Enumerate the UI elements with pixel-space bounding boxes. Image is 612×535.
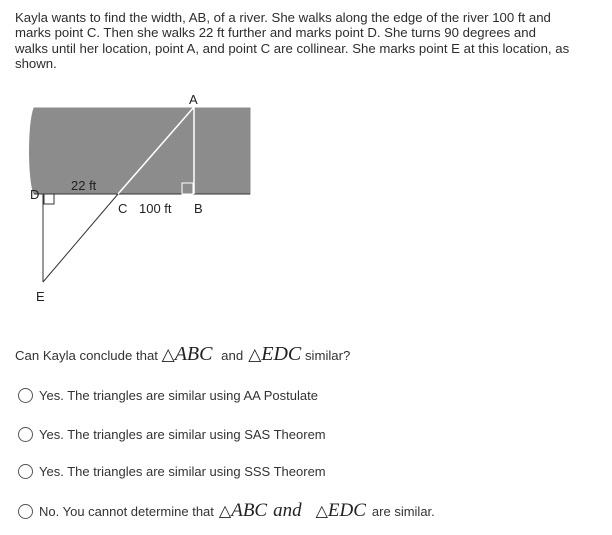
option-sss-theorem[interactable] <box>18 464 326 479</box>
label-a: A <box>189 92 198 107</box>
option-suffix[interactable]: are similar. <box>371 503 435 519</box>
radio-button[interactable] <box>18 504 33 519</box>
question-suffix: similar? <box>304 348 351 363</box>
triangle-icon: △ <box>315 501 328 520</box>
question-conj: and <box>221 348 244 363</box>
triangle-icon: △ <box>248 345 262 365</box>
triangle-edc-label: EDC <box>327 500 366 521</box>
option-cannot-determine[interactable] <box>18 500 435 522</box>
triangle-edc <box>316 500 366 522</box>
option-label[interactable]: Yes. The triangles are similar using AA Postulate <box>39 388 318 403</box>
problem-statement <box>15 10 595 71</box>
label-cb: 100 ft <box>139 201 172 216</box>
label-dc: 22 ft <box>71 178 97 193</box>
problem-line: marks point C. Then she walks 22 ft further and marks point D. She turns 90 degrees and <box>15 25 536 41</box>
label-e: E <box>36 289 45 304</box>
triangle-abc-label: ABC <box>174 343 213 365</box>
radio-button[interactable] <box>18 427 33 442</box>
label-d: D <box>30 187 40 202</box>
label-b: B <box>194 201 203 216</box>
segment-ce <box>43 194 118 282</box>
problem-line: shown. <box>15 55 57 71</box>
option-aa-postulate[interactable] <box>18 388 318 403</box>
option-sas-theorem[interactable] <box>18 427 326 442</box>
radio-button[interactable] <box>18 464 33 479</box>
option-label[interactable]: Yes. The triangles are similar using SAS Theorem <box>39 427 326 442</box>
triangle-abc <box>219 500 267 522</box>
problem-line: Kayla wants to find the width, AB, of a river. She walks along the edge of the river 100 ft and <box>15 10 551 25</box>
problem-line: walks until her location, point A, and point C are collinear. She marks point E at this location, as <box>15 40 570 56</box>
triangle-edc-label: EDC <box>261 343 302 365</box>
question-text <box>15 343 350 366</box>
option-conj: and <box>273 500 302 521</box>
label-c: C <box>118 201 128 216</box>
triangle-icon: △ <box>218 501 232 520</box>
river-diagram <box>26 84 256 314</box>
radio-button[interactable] <box>18 388 33 403</box>
option-label[interactable]: No. You cannot determine that <box>39 503 214 519</box>
question-prefix: Can Kayla conclude that <box>15 348 158 363</box>
river-shape <box>30 108 251 194</box>
triangle-edc <box>248 343 301 365</box>
triangle-icon: △ <box>161 345 175 365</box>
right-angle-d <box>44 194 54 204</box>
triangle-abc <box>162 343 213 365</box>
option-label[interactable]: Yes. The triangles are similar using SSS Theorem <box>39 464 326 479</box>
triangle-abc-label: ABC <box>231 500 268 521</box>
